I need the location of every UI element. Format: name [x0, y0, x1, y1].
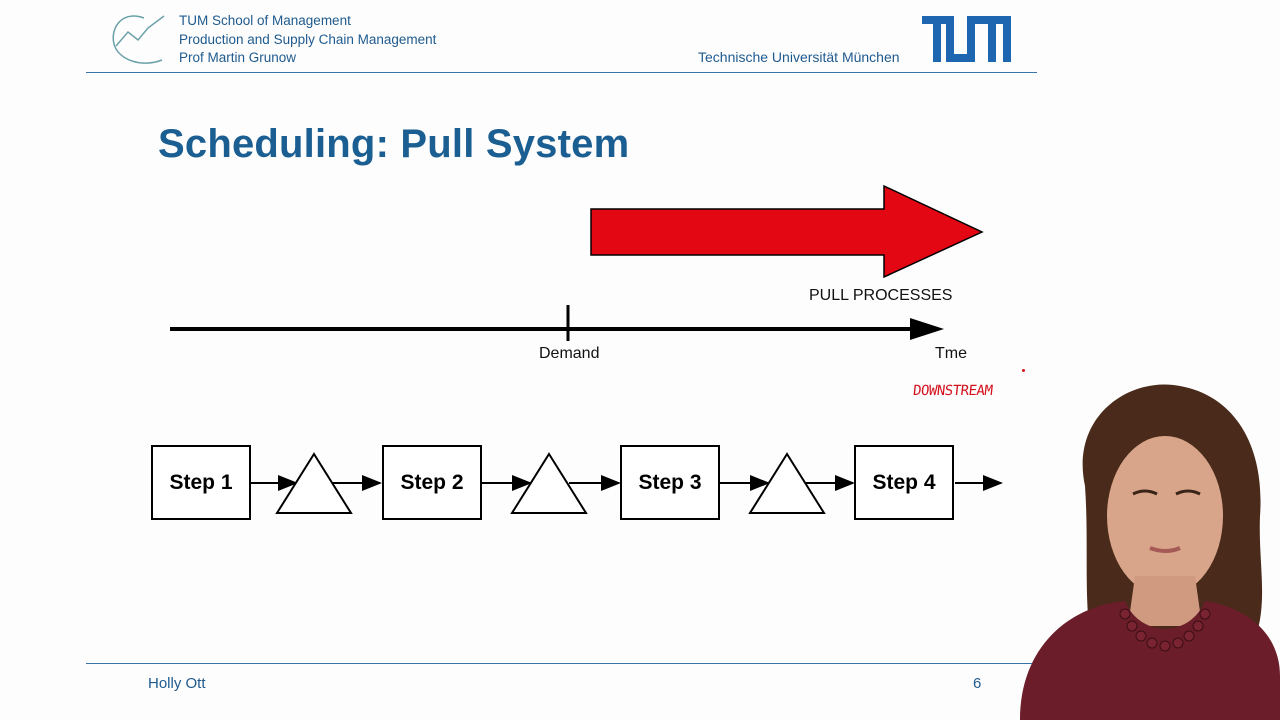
footer-divider [86, 663, 1037, 664]
presenter-video [990, 376, 1280, 720]
pull-processes-label: PULL PROCESSES [809, 287, 953, 304]
header-chair: Production and Supply Chain Management [179, 31, 437, 47]
timeline-arrowhead [910, 318, 944, 340]
slide-title: Scheduling: Pull System [158, 122, 630, 166]
pull-arrow [591, 186, 982, 277]
header-university: Technische Universität München [698, 49, 900, 65]
time-label: Tme [935, 345, 967, 362]
header-professor: Prof Martin Grunow [179, 50, 297, 65]
downstream-annotation: DOWNSTREAM [912, 383, 994, 399]
header-school: TUM School of Management [179, 13, 351, 28]
step-2-box: Step 2 [382, 445, 482, 520]
footer-presenter-name: Holly Ott [148, 675, 206, 692]
step-4-box: Step 4 [854, 445, 954, 520]
step-3-box: Step 3 [620, 445, 720, 520]
demand-label: Demand [539, 345, 600, 362]
step-1-box: Step 1 [151, 445, 251, 520]
page-number: 6 [973, 675, 982, 692]
annotation-dot [1022, 369, 1025, 372]
